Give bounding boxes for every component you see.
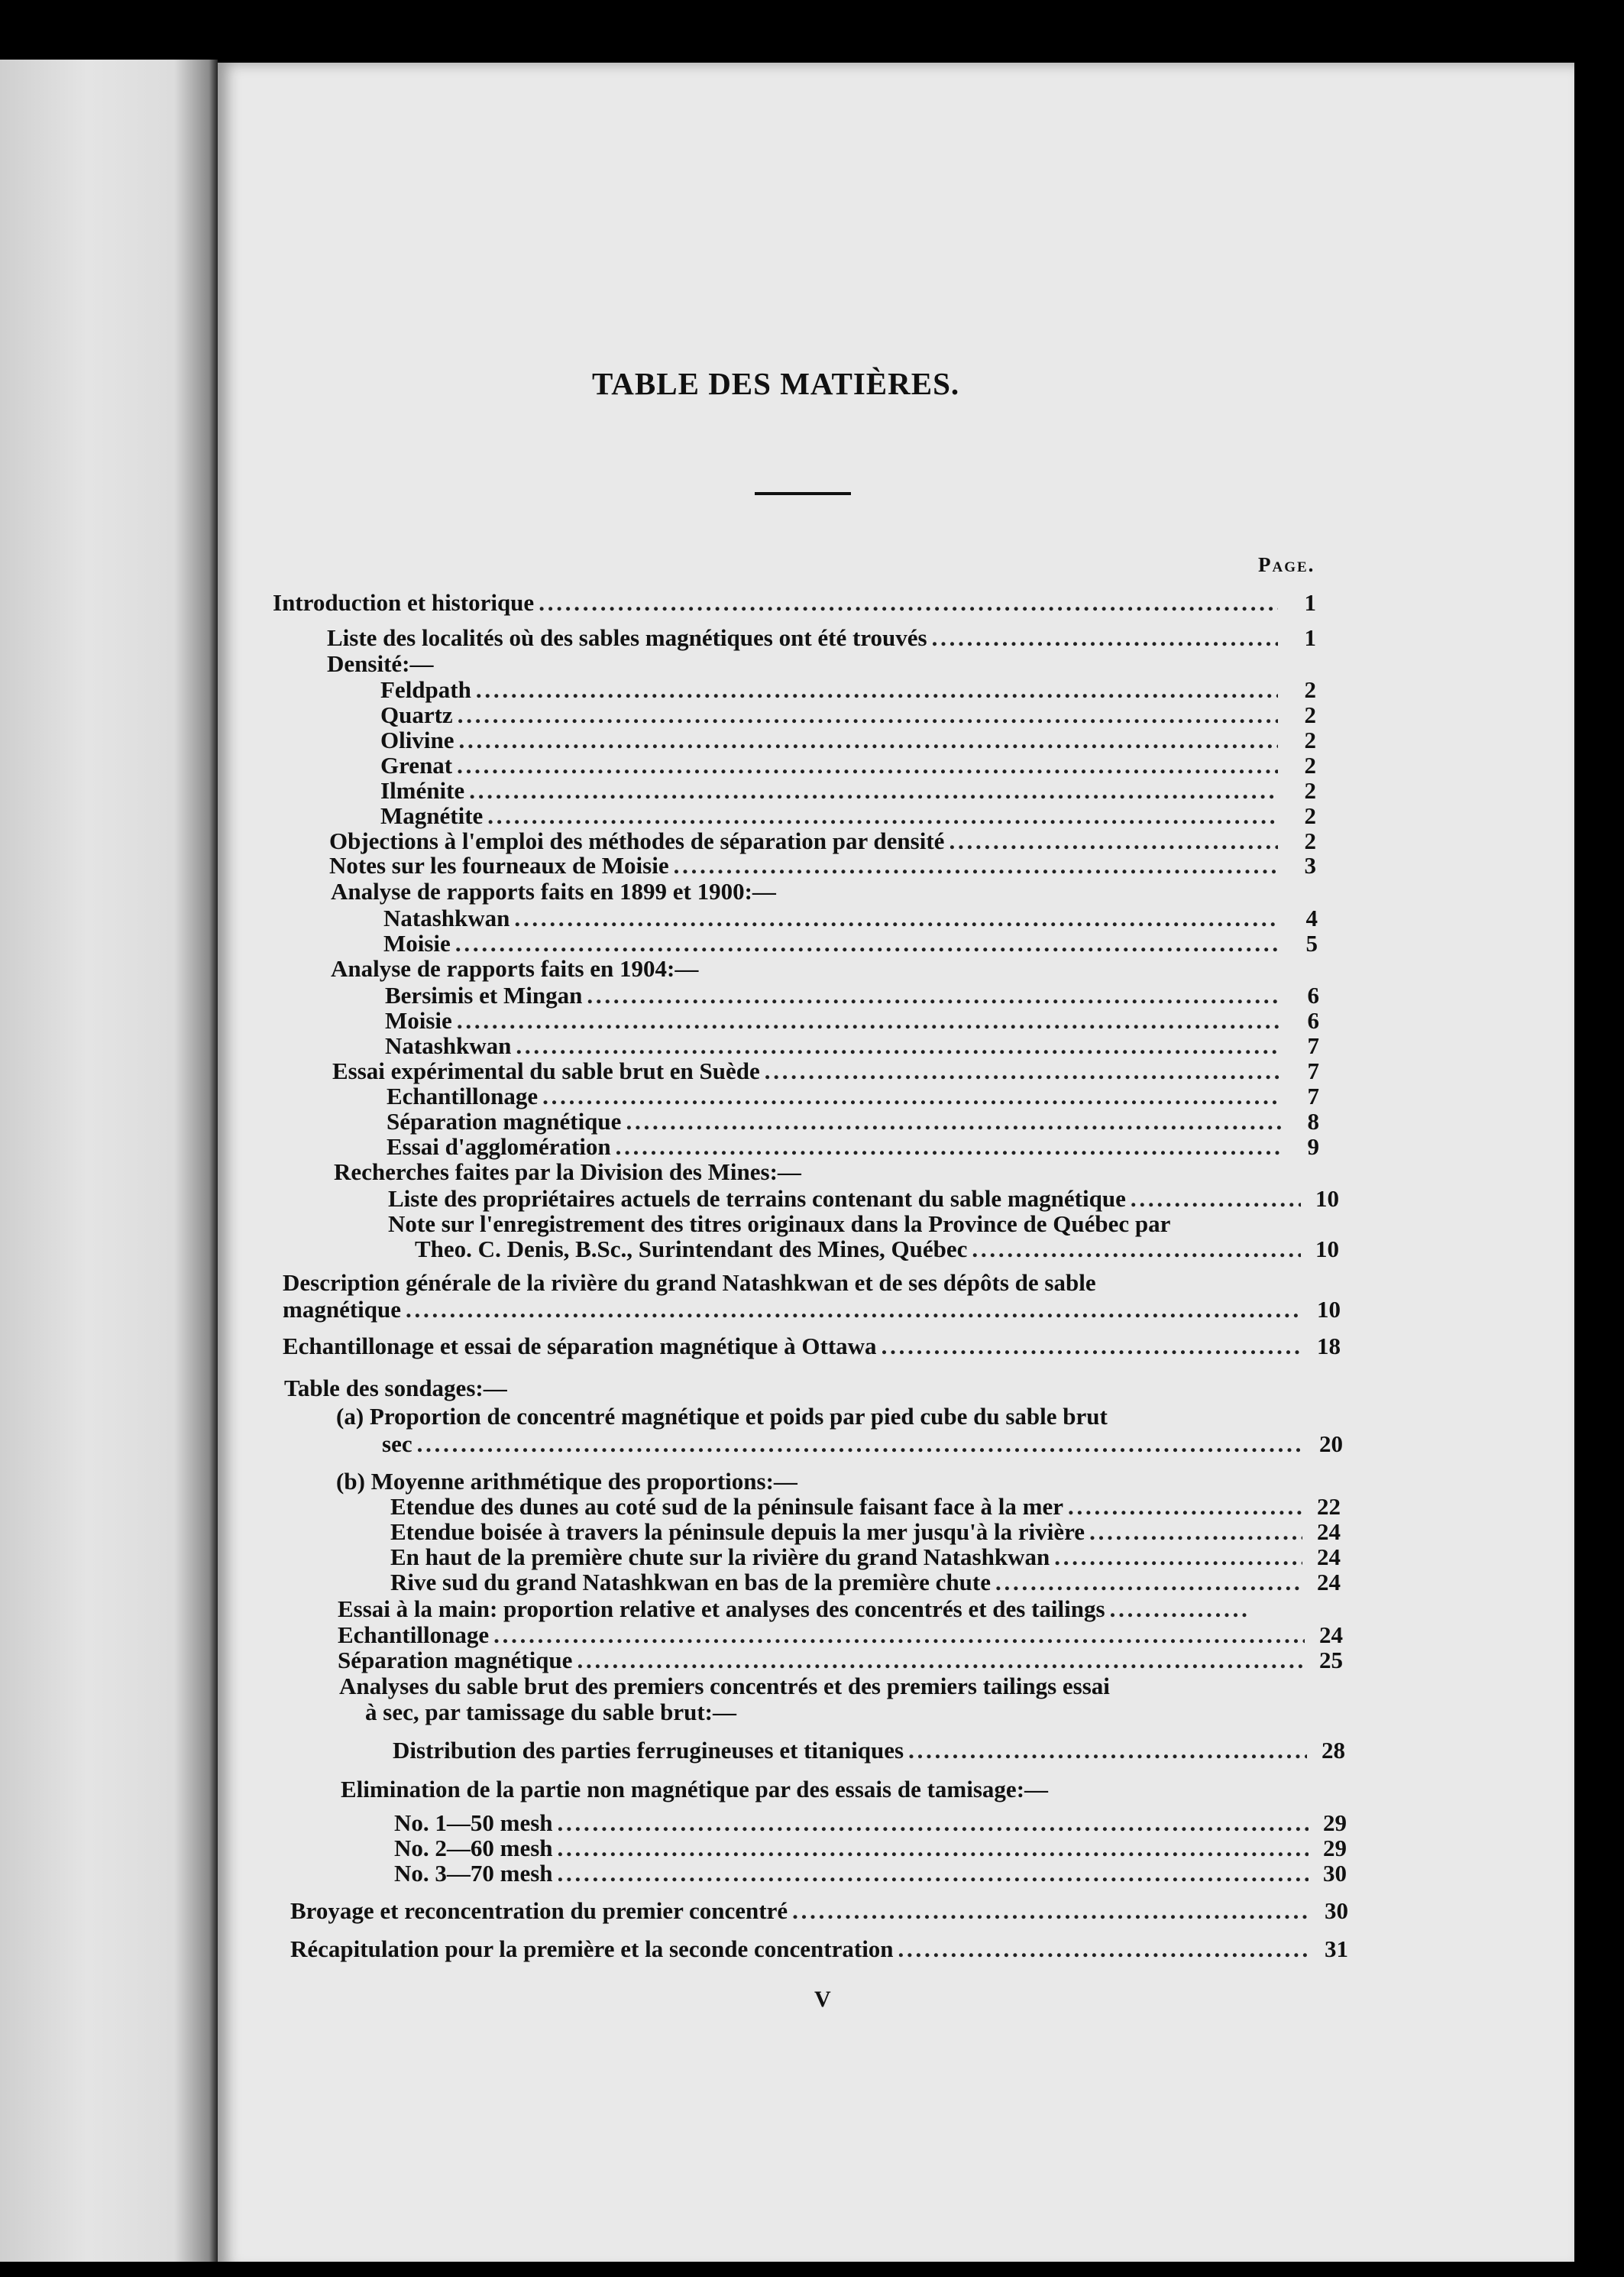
toc-section-heading: Recherches faites par la Division des Mines:—: [334, 1158, 801, 1185]
toc-entry-page: 20: [1319, 1430, 1343, 1457]
toc-leader: [932, 625, 1278, 651]
toc-section-heading: Analyse de rapports faits en 1899 et 1900:—: [331, 878, 776, 905]
toc-entry: [390, 1494, 1341, 1520]
toc-leader: [406, 1297, 1302, 1323]
toc-entry-label: Essai à la main: proportion relative et analyses des concentrés et des tailings: [338, 1595, 1105, 1622]
toc-entry-label: Feldpath: [380, 676, 471, 703]
toc-entry: [283, 1297, 1341, 1323]
toc-leader: [493, 1622, 1305, 1648]
toc-entry: [390, 1569, 1341, 1595]
toc-entry-label: Liste des propriétaires actuels de terrains contenant du sable magnétique: [388, 1185, 1126, 1212]
toc-entry: [380, 677, 1316, 703]
toc-entry-page: 7: [1307, 1032, 1319, 1059]
toc-leader: [765, 1058, 1281, 1084]
toc-leader: [457, 1008, 1281, 1034]
toc-entry-label: Etendue boisée à travers la péninsule depuis la mer jusqu'à la rivière: [390, 1518, 1085, 1545]
toc-leader: [792, 1898, 1310, 1924]
toc-entry-page: 2: [1304, 701, 1316, 728]
toc-entry: [393, 1738, 1345, 1764]
toc-entry: [290, 1936, 1348, 1962]
toc-entry-page: 10: [1317, 1296, 1341, 1323]
toc-leader: [577, 1647, 1305, 1673]
toc-entry: [290, 1898, 1348, 1924]
toc-entry-label: Quartz: [380, 701, 453, 728]
toc-leader: [995, 1569, 1302, 1595]
toc-leader: [558, 1810, 1309, 1836]
toc-entry-page: 1: [1304, 589, 1316, 616]
toc-entry-label: Introduction et historique: [273, 589, 535, 616]
toc-entry-page: 2: [1304, 802, 1316, 829]
toc-entry-label: Liste des localités où des sables magnétiques ont été trouvés: [327, 624, 927, 651]
toc-entry-page: 2: [1304, 727, 1316, 753]
toc-entry-label: Etendue des dunes au coté sud de la péninsule faisant face à la mer: [390, 1493, 1063, 1520]
toc-entry-page: 31: [1325, 1935, 1348, 1962]
toc-leader: [558, 1835, 1309, 1861]
toc-entry: [394, 1810, 1347, 1836]
toc-entry-label-line: à sec, par tamissage du sable brut:—: [365, 1699, 736, 1725]
toc-leader: [972, 1236, 1301, 1262]
toc-entry-label: Ilménite: [380, 777, 465, 804]
toc-entry: [329, 853, 1316, 879]
toc-entry-page: 25: [1319, 1647, 1343, 1673]
toc-entry: [383, 931, 1318, 957]
toc-entry: [338, 1596, 1285, 1622]
toc-entry-page: 7: [1307, 1083, 1319, 1109]
toc-entry-label: No. 3—70 mesh: [394, 1860, 553, 1887]
toc-entry-label-line: Analyses du sable brut des premiers concentrés et des premiers tailings essai: [339, 1673, 1110, 1699]
toc-leader: [908, 1738, 1307, 1764]
toc-entry: [385, 1033, 1319, 1059]
toc-entry-page: 9: [1307, 1133, 1319, 1160]
toc-entry-label: Olivine: [380, 727, 455, 753]
toc-entry-label: Natashkwan: [385, 1032, 512, 1059]
toc-entry-label-line: Description générale de la rivière du grand Natashkwan et de ses dépôts de sable: [283, 1269, 1096, 1296]
toc-entry-label: Séparation magnétique: [387, 1108, 622, 1135]
toc-entry-label: En haut de la première chute sur la rivière du grand Natashkwan: [390, 1543, 1050, 1570]
toc-entry: [380, 702, 1316, 728]
toc-entry: [327, 625, 1316, 651]
toc-leader: [469, 778, 1278, 804]
toc-entry-page: 6: [1307, 1007, 1319, 1034]
toc-section-heading: (b) Moyenne arithmétique des proportions:—: [336, 1468, 797, 1495]
toc-entry-page: 18: [1317, 1333, 1341, 1359]
toc-leader: [542, 1083, 1281, 1109]
toc-entry-page: 29: [1323, 1809, 1347, 1836]
toc-entry: [390, 1519, 1341, 1545]
toc-entry-page: 5: [1305, 930, 1318, 957]
toc-entry-label: Rive sud du grand Natashkwan en bas de la première chute: [390, 1569, 992, 1595]
toc-entry: [387, 1109, 1319, 1135]
toc-entry-page: 6: [1307, 982, 1319, 1009]
page-title: TABLE DES MATIÈRES.: [592, 366, 960, 401]
toc-entry-label: Récapitulation pour la première et la seconde concentration: [290, 1935, 894, 1962]
toc-entry: [338, 1622, 1343, 1648]
toc-entry-label: No. 2—60 mesh: [394, 1835, 553, 1861]
toc-section-heading: Elimination de la partie non magnétique par des essais de tamisage:—: [341, 1776, 1049, 1802]
toc-entry-label: Broyage et reconcentration du premier concentré: [290, 1897, 788, 1924]
toc-leader: [558, 1861, 1309, 1887]
toc-entry: [385, 983, 1319, 1009]
toc-leader: [516, 1033, 1281, 1059]
toc-entry-label: Séparation magnétique: [338, 1647, 573, 1673]
toc-leader: [1110, 1596, 1247, 1622]
toc-entry-page: 22: [1317, 1493, 1341, 1520]
toc-entry: [415, 1236, 1339, 1262]
page-number: V: [814, 1987, 831, 2012]
toc-entry: [387, 1083, 1319, 1109]
page-column-header: Page.: [1258, 553, 1315, 576]
toc-leader: [514, 905, 1279, 931]
toc-entry: [380, 778, 1316, 804]
toc-leader: [626, 1109, 1281, 1135]
toc-entry-page: 3: [1304, 852, 1316, 879]
toc-entry-label: Moisie: [385, 1007, 452, 1034]
toc-leader: [1089, 1519, 1302, 1545]
toc-entry-label: Theo. C. Denis, B.Sc., Surintendant des Mines, Québec: [415, 1236, 968, 1262]
scan-left-margin: [0, 60, 218, 2277]
toc-entry-label: sec: [382, 1430, 412, 1457]
toc-entry-page: 24: [1317, 1569, 1341, 1595]
toc-entry-page: 4: [1305, 905, 1318, 931]
toc-leader: [539, 590, 1278, 616]
toc-leader: [1054, 1544, 1302, 1570]
toc-entry-page: 8: [1307, 1108, 1319, 1135]
toc-entry: [385, 1008, 1319, 1034]
toc-leader: [587, 983, 1281, 1009]
toc-leader: [616, 1134, 1281, 1160]
toc-entry: [394, 1835, 1347, 1861]
toc-leader: [458, 727, 1278, 753]
toc-entry: [380, 753, 1316, 779]
toc-entry-label: magnétique: [283, 1296, 401, 1323]
toc-leader: [882, 1333, 1302, 1359]
toc-entry-page: 30: [1323, 1860, 1347, 1887]
toc-leader: [1068, 1494, 1302, 1520]
toc-section-heading: Densité:—: [327, 650, 434, 677]
toc-entry: [380, 803, 1316, 829]
toc-entry-page: 2: [1304, 828, 1316, 854]
toc-entry: [382, 1431, 1343, 1457]
toc-entry-label: Natashkwan: [383, 905, 510, 931]
toc-entry-page: 2: [1304, 777, 1316, 804]
toc-entry-label-line: (a) Proportion de concentré magnétique et poids par pied cube du sable brut: [336, 1403, 1108, 1430]
toc-entry-page: 10: [1315, 1236, 1339, 1262]
toc-entry: [273, 590, 1316, 616]
toc-leader: [898, 1936, 1310, 1962]
toc-leader: [1131, 1186, 1301, 1212]
toc-entry-page: 24: [1317, 1518, 1341, 1545]
toc-entry-label: Echantillonage: [338, 1621, 490, 1648]
toc-entry-label: Magnétite: [380, 802, 484, 829]
toc-section-heading: Analyse de rapports faits en 1904:—: [331, 955, 699, 982]
toc-entry-page: 24: [1319, 1621, 1343, 1648]
toc-leader: [674, 853, 1278, 879]
toc-entry-label: Essai d'agglomération: [387, 1133, 611, 1160]
toc-leader: [417, 1431, 1305, 1457]
toc-entry-page: 7: [1307, 1058, 1319, 1084]
toc-entry: [380, 727, 1316, 753]
toc-entry: [387, 1134, 1319, 1160]
toc-entry: [388, 1186, 1339, 1212]
toc-leader: [487, 803, 1278, 829]
toc-entry-label: Moisie: [383, 930, 451, 957]
toc-entry-label: Notes sur les fourneaux de Moisie: [329, 852, 669, 879]
toc-leader: [476, 677, 1278, 703]
toc-entry-page: 29: [1323, 1835, 1347, 1861]
toc-entry-page: 24: [1317, 1543, 1341, 1570]
toc-entry-label: Objections à l'emploi des méthodes de séparation par densité: [329, 828, 945, 854]
toc-entry-label: Essai expérimental du sable brut en Suède: [332, 1058, 760, 1084]
toc-leader: [458, 702, 1278, 728]
toc-entry: [338, 1647, 1343, 1673]
toc-leader: [457, 753, 1278, 779]
toc-leader: [949, 828, 1278, 854]
toc-leader: [455, 931, 1279, 957]
toc-entry-label: Distribution des parties ferrugineuses et titaniques: [393, 1737, 904, 1764]
toc-entry-label: Echantillonage: [387, 1083, 539, 1109]
toc-entry: [283, 1333, 1341, 1359]
toc-entry: [383, 905, 1318, 931]
toc-entry-page: 2: [1304, 752, 1316, 779]
toc-entry: [332, 1058, 1319, 1084]
toc-entry-label-line: Note sur l'enregistrement des titres originaux dans la Province de Québec par: [388, 1210, 1171, 1237]
toc-entry-label: No. 1—50 mesh: [394, 1809, 553, 1836]
toc-entry: [390, 1544, 1341, 1570]
toc-entry: [329, 828, 1316, 854]
toc-entry-label: Grenat: [380, 752, 453, 779]
toc-entry-label: Echantillonage et essai de séparation magnétique à Ottawa: [283, 1333, 877, 1359]
toc-entry-label: Bersimis et Mingan: [385, 982, 583, 1009]
toc-section-heading: Table des sondages:—: [284, 1375, 507, 1401]
title-rule: [755, 492, 851, 495]
scan-bottom-edge: [0, 2262, 1624, 2277]
toc-entry-page: 2: [1304, 676, 1316, 703]
toc-entry-page: 30: [1325, 1897, 1348, 1924]
toc-entry-page: 10: [1315, 1185, 1339, 1212]
toc-entry-page: 1: [1304, 624, 1316, 651]
toc-entry-page: 28: [1322, 1737, 1345, 1764]
toc-entry: [394, 1861, 1347, 1887]
